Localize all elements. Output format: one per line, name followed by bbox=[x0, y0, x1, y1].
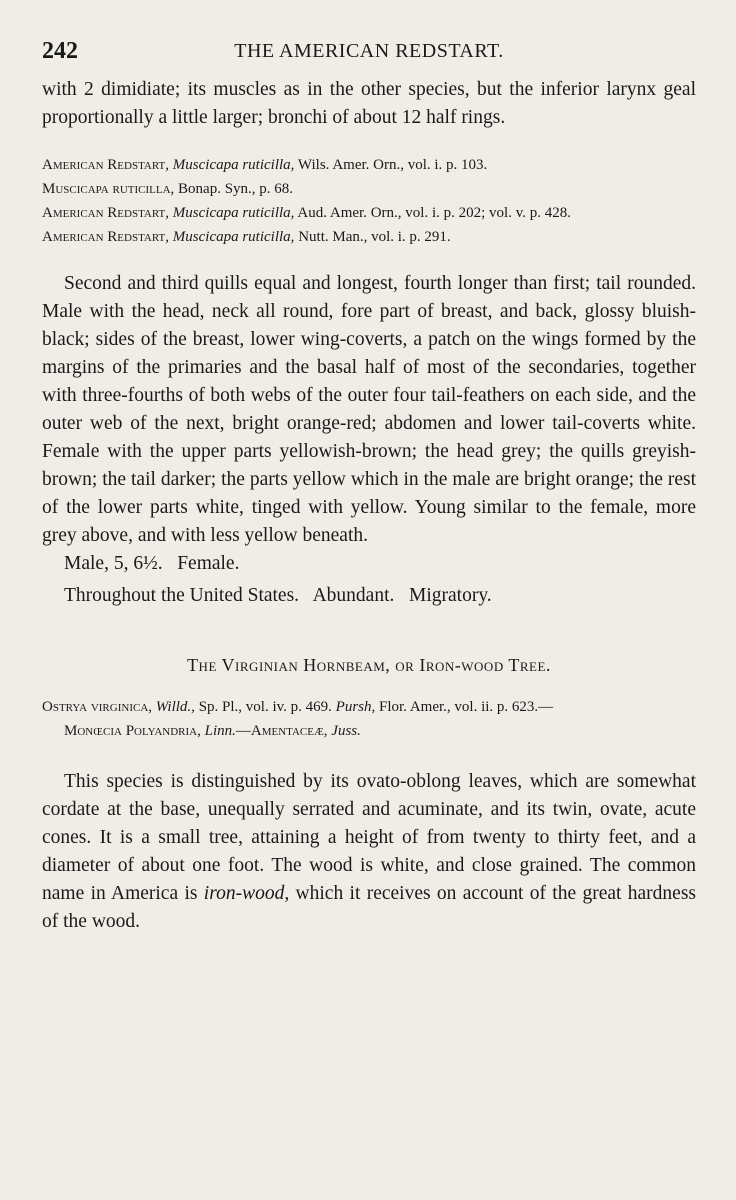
reference-line: American Redstart, Muscicapa ruticilla, Aud. Amer. Orn., vol. i. p. 202; vol. v. p. 428. bbox=[42, 205, 571, 221]
plant-description: This species is distinguished by its ovato-oblong leaves, which are somewhat cordate at the base, unequally serrated and acuminate, and its twin, ovate, acute cones. It is a small tree, attaining a height of from twenty to thirty feet, and a diameter of about one foot. The wood is white, and close grained. The common name in America is iron-wood, which it receives on account of the great hardness of the wood. bbox=[42, 771, 696, 932]
plant-section-title: The Virginian Hornbeam, or Iron-wood Tree. bbox=[187, 655, 551, 675]
plant-reference-line: Monœcia Polyandria, Linn.—Amentaceæ, Juss. bbox=[64, 723, 361, 739]
plant-references bbox=[42, 695, 696, 743]
measurements: Male, 5, 6½. Female. bbox=[64, 553, 240, 574]
species-description: Second and third quills equal and longest, fourth longer than first; tail rounded. Male with the head, neck all round, fore part of breast, and back, glossy bluish-black; sides of the breast, lower wing-coverts, a patch on the wings formed by the margins of the primaries and the basal half of most of the secondaries, together with three-fourths of both webs of the outer four tail-feathers on each side, and the outer web of the next, bright orange-red; abdomen and lower tail-coverts white. Female with the upper parts yellowish-brown; the head grey; the quills greyish-brown; the tail darker; the parts yellow which in the male are bright orange; the rest of the lower parts white, tinged with yellow. Young similar to the female, more grey above, and with less yellow beneath. Male, 5, 6½. Female. Throughout the United States. Abundant. Migratory. bbox=[42, 270, 696, 610]
page-header bbox=[42, 38, 696, 72]
intro-paragraph: with 2 dimidiate; its muscles as in the other species, but the inferior larynx geal proportionally a little larger; bronchi of about 12 half rings. bbox=[42, 79, 696, 128]
running-title: THE AMERICAN REDSTART. bbox=[234, 40, 504, 62]
synonymy-references bbox=[42, 153, 696, 249]
plant-reference-line: Ostrya virginica, Willd., Sp. Pl., vol. iv. p. 469. Pursh, Flor. Amer., vol. ii. p. 623.— bbox=[42, 699, 554, 715]
reference-line: American Redstart, Muscicapa ruticilla, Nutt. Man., vol. i. p. 291. bbox=[42, 229, 451, 245]
geographic-range: Throughout the United States. Abundant. Migratory. bbox=[64, 585, 492, 606]
reference-line: Muscicapa ruticilla, Bonap. Syn., p. 68. bbox=[42, 181, 294, 197]
reference-line: American Redstart, Muscicapa ruticilla, Wils. Amer. Orn., vol. i. p. 103. bbox=[42, 157, 488, 173]
page-number: 242 bbox=[42, 38, 78, 64]
